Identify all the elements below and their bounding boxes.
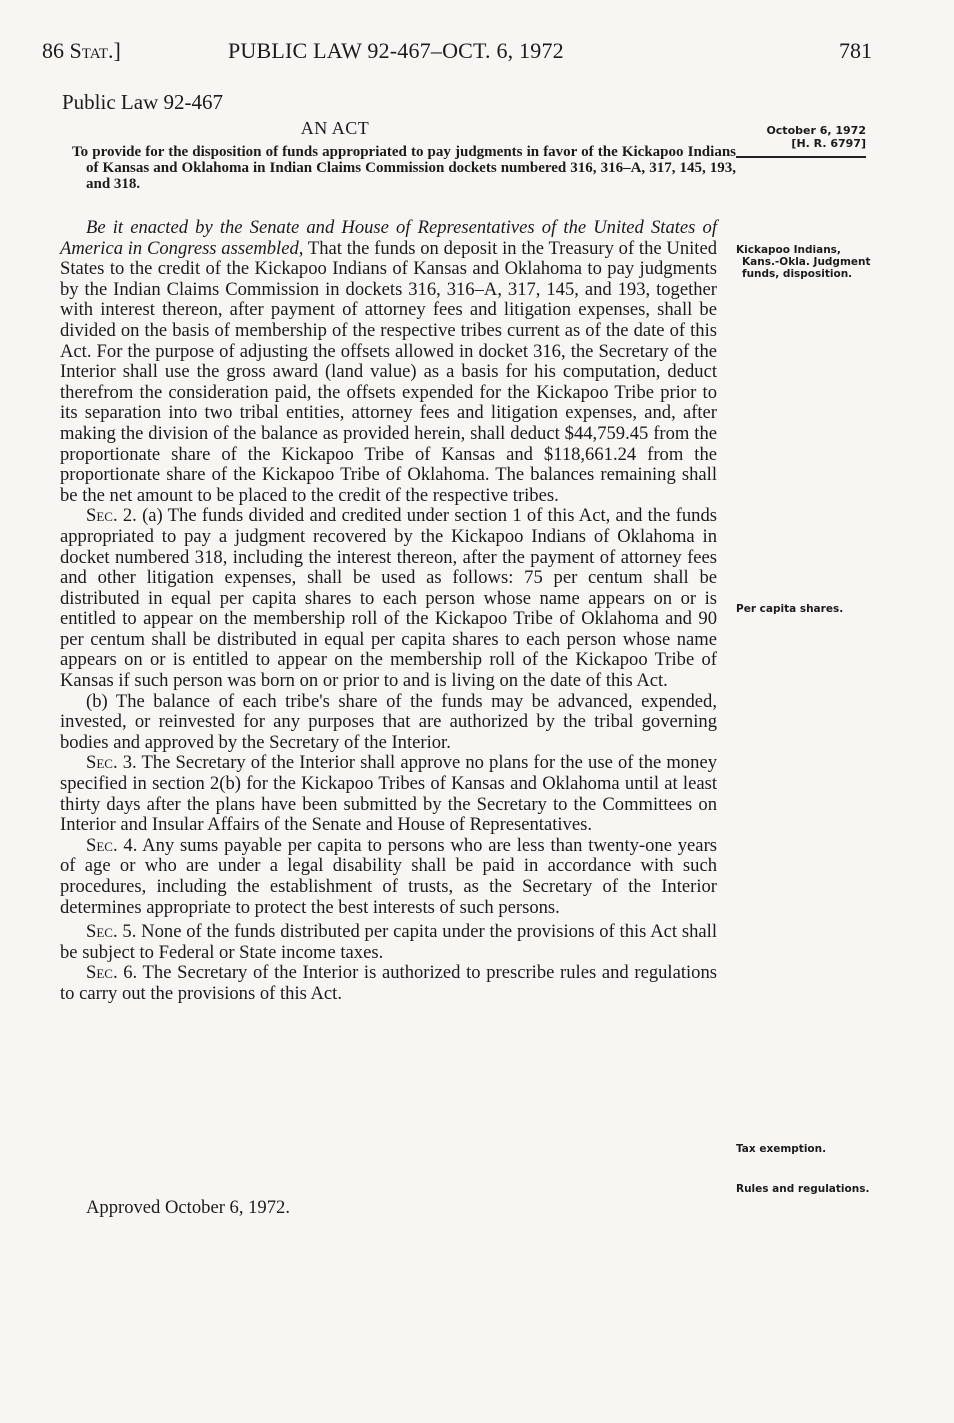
margin-note-rules: Rules and regulations. <box>736 1183 870 1195</box>
section-1 <box>60 218 717 506</box>
act-purpose: To provide for the disposition of funds appropriated to pay judgments in favor of the Kickapoo Indians of Kansas and Oklahoma in Indian Claims Commission dockets numbered 316, 316–A, 317, 145, 193, and 318. <box>72 144 736 192</box>
section-3-label: Sec. 3. <box>86 752 137 774</box>
section-2b: (b) The balance of each tribe's share of the funds may be advanced, expended, invested, or reinvested for any purposes that are authorized by the tribal governing bodies and approved by the Secretary of the Interior. <box>60 690 717 753</box>
running-title: PUBLIC LAW 92-467–OCT. 6, 1972 <box>228 38 564 63</box>
enactment-date: October 6, 1972 <box>766 124 866 137</box>
section-5-label: Sec. 5. <box>86 921 137 943</box>
margin-note-per-capita: Per capita shares. <box>736 603 844 615</box>
enactment-date-box <box>736 124 866 158</box>
stat-label: Stat. <box>69 38 114 63</box>
statute-body <box>60 218 717 1005</box>
date-rule <box>736 156 866 158</box>
section-3 <box>60 753 717 835</box>
section-2a <box>60 506 717 691</box>
margin-note-kickapoo: Kickapoo Indians, Kans.-Okla. Judgment funds, disposition. <box>736 244 871 280</box>
stat-bracket: ] <box>113 38 121 63</box>
section-5-text: None of the funds distributed per capita under the provisions of this Act shall be subject to Federal or State income taxes. <box>60 921 717 963</box>
stat-reference <box>42 38 121 64</box>
law-label: Public Law 92-467 <box>62 90 223 114</box>
section-2a-text: (a) The funds divided and credited under section 1 of this Act, and the funds appropriated to pay a judgment recovered by the Kickapoo Indians of Oklahoma in docket numbered 318, including the interest thereon, after the payment of attorney fees and other litigation expenses, shall be used as follows: 75 per centum shall be distributed in equal per capita shares to each person whose name appears on or is entitled to appear on the membership roll of the Kickapoo Tribe of Oklahoma and 90 per centum shall be distributed in equal per capita shares to each person whose name appears on or is entitled to appear on the membership roll of the Kickapoo Tribe of Kansas if such person was born on or prior to and is living on the date of this Act. <box>60 505 717 692</box>
section-5 <box>60 922 717 963</box>
section-2-label: Sec. 2. <box>86 505 137 527</box>
running-header <box>42 38 872 72</box>
section-3-text: The Secretary of the Interior shall approve no plans for the use of the money specified in section 2(b) for the Kickapoo Tribes of Kansas and Oklahoma until at least thirty days after the plans have been submitted by the Secretary to the Committees on Interior and Insular Affairs of the Senate and House of Representatives. <box>60 752 717 836</box>
section-6-text: The Secretary of the Interior is authorized to prescribe rules and regulations to carry out the provisions of this Act. <box>60 962 717 1004</box>
page-number: 781 <box>839 38 872 63</box>
section-6-label: Sec. 6. <box>86 962 138 984</box>
an-act-heading: AN ACT <box>300 118 370 138</box>
stat-volume: 86 <box>42 38 64 63</box>
section-1-text: That the funds on deposit in the Treasury of the United States to the credit of the Kickapoo Indians of Kansas and Oklahoma to pay judgments by the Indian Claims Commission in dockets 316, 316–A, 317, 145, and 193, together with interest thereon, after payment of attorney fees and litigation expenses, shall be divided on the basis of membership of the respective tribes current as of the date of this Act. For the purpose of adjusting the offsets allowed in docket 316, the Secretary of the Interior shall use the gross award (land value) as a basis for his computation, deduct therefrom the consideration paid, the offsets expended for the Kickapoo Tribe prior to its separation into two tribal entities, attorney fees and litigation expenses, and, after making the division of the balance as provided herein, shall deduct $44,759.45 from the proportionate share of the Kickapoo Tribe of Kansas and $118,661.24 from the proportionate share of the Kickapoo Tribe of Oklahoma. The balances remaining shall be the net amount to be placed to the credit of the respective tribes. <box>60 237 717 506</box>
enacting-clause: Be it enacted by the Senate and House of Representatives of the United States of America in Congress assembled, <box>60 217 717 259</box>
margin-note-tax: Tax exemption. <box>736 1143 827 1155</box>
section-4-label: Sec. 4. <box>86 834 138 856</box>
section-6 <box>60 963 717 1004</box>
section-4-text: Any sums payable per capita to persons who are less than twenty-one years of age or who are under a legal disability shall be paid in accordance with such procedures, including the establishment of trusts, as the Secretary of the Interior determines appropriate to protect the best interests of such persons. <box>60 834 717 918</box>
bill-number: [H. R. 6797] <box>791 137 866 150</box>
section-4 <box>60 836 717 918</box>
approval-line: Approved October 6, 1972. <box>86 1197 290 1218</box>
